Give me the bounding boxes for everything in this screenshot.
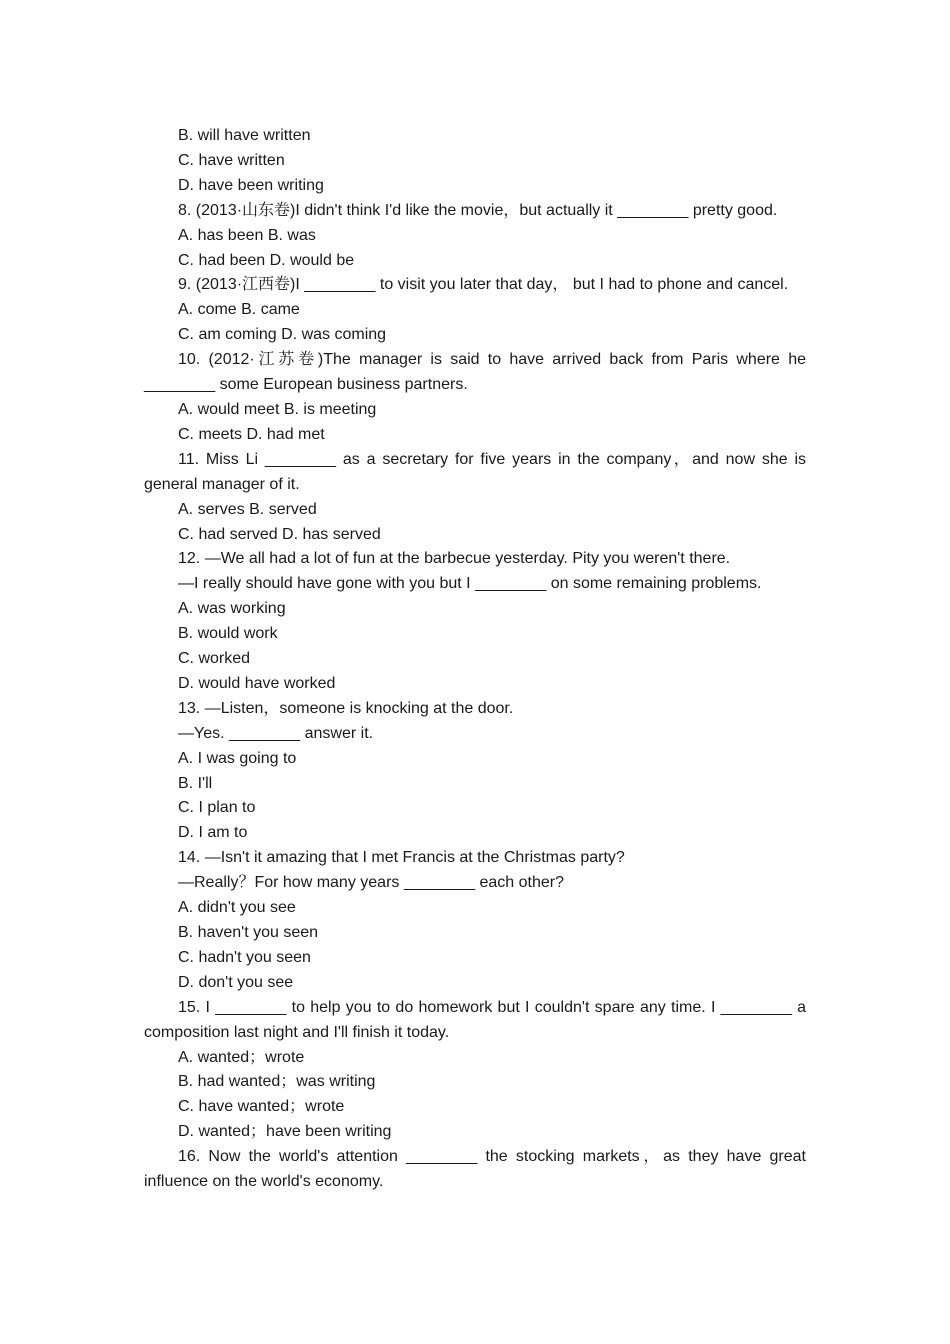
text-line: B. haven't you seen	[178, 924, 319, 941]
text-line: C. had served D. has served	[178, 525, 381, 543]
text-line: D. would have worked	[178, 674, 336, 692]
text-line: C. have wanted；wrote	[178, 1098, 345, 1116]
text-line: D. have been writing	[178, 176, 324, 194]
question-paragraph: 9. (2013·江西卷)I ________ to visit you later that day， but I had to phone and cancel.	[178, 276, 789, 294]
text-line: D. I am to	[178, 824, 248, 842]
text-line: 12. —We all had a lot of fun at the barbecue yesterday. Pity you weren't there.	[178, 550, 731, 568]
text-line: C. had been D. would be	[178, 251, 355, 269]
text-line: A. wanted；wrote	[178, 1048, 305, 1066]
text-line: A. was working	[178, 600, 286, 618]
text-line: —I really should have gone with you but I ________ on some remaining problems.	[178, 575, 762, 593]
text-line: C. worked	[178, 650, 251, 668]
text-line: 14. —Isn't it amazing that I met Francis at the Christmas party?	[178, 849, 625, 867]
text-line: —Yes. ________ answer it.	[178, 724, 374, 742]
text-line: C. hadn't you seen	[178, 948, 311, 966]
text-line: B. had wanted；was writing	[178, 1073, 376, 1091]
text-line: C. have written	[178, 151, 285, 169]
document-page	[144, 124, 806, 1195]
question-paragraph: 16. Now the world's attention ________ the stocking markets，as they have great influence on the world's economy.	[144, 1148, 806, 1191]
text-line: A. has been B. was	[178, 226, 316, 244]
text-line: C. I plan to	[178, 799, 256, 817]
text-line: 8. (2013·山东卷)I didn't think I'd like the movie，but actually it ________ pretty good.	[178, 201, 778, 219]
text-line: A. didn't you see	[178, 899, 296, 917]
text-line: 13. —Listen，someone is knocking at the door.	[178, 699, 514, 717]
text-line: B. would work	[178, 625, 278, 643]
text-line: D. don't you see	[178, 973, 294, 991]
question-paragraph: 10. (2012·江苏卷)The manager is said to have arrived back from Paris where he ________ some European business partners.	[144, 351, 806, 394]
text-line: B. I'll	[178, 774, 213, 792]
text-line: A. come B. came	[178, 301, 300, 319]
text-line: A. would meet B. is meeting	[178, 400, 377, 418]
text-line: D. wanted；have been writing	[178, 1123, 392, 1141]
text-line: —Really？For how many years ________ each other?	[178, 874, 564, 892]
question-paragraph: 11. Miss Li ________ as a secretary for five years in the company，and now she is general manager of it.	[144, 450, 806, 493]
text-line: A. I was going to	[178, 749, 297, 767]
question-paragraph: 15. I ________ to help you to do homework but I couldn't spare any time. I ________ a composition last night and I'll finish it today.	[144, 998, 806, 1041]
text-line: C. meets D. had met	[178, 425, 325, 443]
text-line: C. am coming D. was coming	[178, 326, 387, 344]
text-line: A. serves B. served	[178, 500, 317, 518]
text-line: B. will have written	[178, 127, 311, 144]
